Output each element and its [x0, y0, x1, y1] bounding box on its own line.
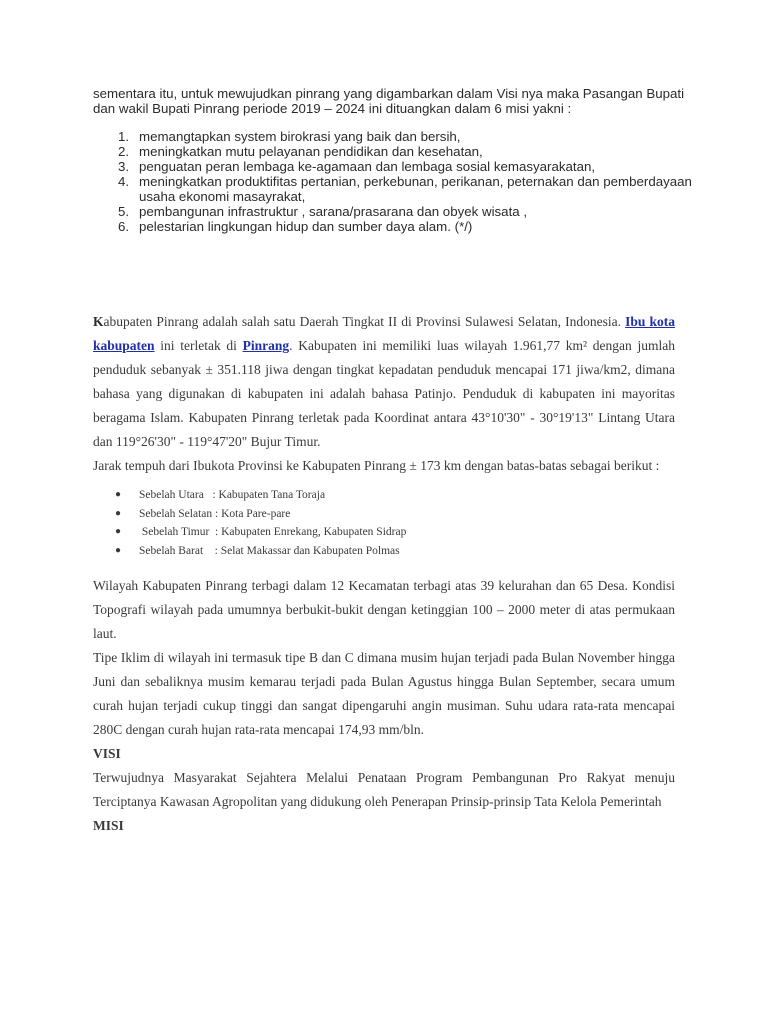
list-number: 4. [118, 174, 130, 189]
border-item [93, 523, 675, 542]
border-item-text: Sebelah Barat : Selat Makassar dan Kabupaten Polmas [139, 544, 400, 557]
misi-heading: MISI [93, 818, 124, 834]
paragraph-text: . Kabupaten ini memiliki luas wilayah 1.961,77 km² dengan jumlah penduduk sebanyak ± 351.118 jiwa dengan tingkat kepadatan penduduk mencapai 171 jiwa/km2, dimana bahasa yang digunakan di kabupaten ini adalah bahasa Patinjo. Penduduk di kabupaten ini mayoritas beragama Islam. Kabupaten Pinrang terletak pada Koordinat antara 43°10'30" - 30°19'13" Lintang Utara dan 119°26'30" - 119°47'20" Bujur Timur. [93, 338, 675, 449]
list-item-text: memangtapkan system birokrasi yang baik dan bersih, [139, 129, 461, 144]
region-paragraph: Wilayah Kabupaten Pinrang terbagi dalam 12 Kecamatan terbagi atas 39 kelurahan dan 65 Desa. Kondisi Topografi wilayah pada umumnya berbukit-bukit dengan ketinggian 100 – 2000 meter di atas permukaan laut. [93, 578, 675, 642]
bullet-icon: ● [115, 544, 122, 556]
intro-paragraph: sementara itu, untuk mewujudkan pinrang yang digambarkan dalam Visi nya maka Pasangan Bupati dan wakil Bupati Pinrang periode 2019 – 2024 ini dituangkan dalam 6 misi yakni : [93, 86, 685, 116]
kabupaten-description-paragraph [93, 310, 675, 454]
list-item-text: penguatan peran lembaga ke-agamaan dan lembaga sosial kemasyarakatan, [139, 159, 596, 174]
bullet-icon: ● [115, 507, 122, 519]
bullet-icon: ● [115, 526, 122, 538]
link-ibu-kota[interactable]: Ibu kota [625, 314, 675, 329]
drop-letter: K [93, 314, 104, 329]
list-item-text: pembangunan infrastruktur , sarana/prasarana dan obyek wisata , [139, 204, 528, 219]
visi-heading: VISI [93, 746, 121, 762]
list-number: 1. [118, 129, 130, 144]
list-number: 2. [118, 144, 130, 159]
list-number: 5. [118, 204, 130, 219]
misi-list-item [93, 174, 693, 204]
climate-paragraph: Tipe Iklim di wilayah ini termasuk tipe B dan C dimana musim hujan terjadi pada Bulan November hingga Juni dan sebaliknya musim kemarau terjadi pada Bulan Agustus hingga Bulan September, secara umum curah hujan terjadi cukup tinggi dan sangat dipengaruhi angin musiman. Suhu udara rata-rata mencapai 280C dengan curah hujan rata-rata mencapai 174,93 mm/bln. [93, 650, 675, 738]
paragraph-text: abupaten Pinrang adalah salah satu Daerah Tingkat II di Provinsi Sulawesi Selatan, Indonesia. [103, 314, 626, 329]
border-item-text: Sebelah Selatan : Kota Pare-pare [139, 507, 291, 520]
list-item-text: meningkatkan mutu pelayanan pendidikan dan kesehatan, [139, 144, 483, 159]
visi-text: Terwujudnya Masyarakat Sejahtera Melalui Penataan Program Pembangunan Pro Rakyat menuju Terciptanya Kawasan Agropolitan yang didukung oleh Penerapan Prinsip-prinsip Tata Kelola Pemerintah [93, 770, 675, 810]
distance-paragraph: Jarak tempuh dari Ibukota Provinsi ke Kabupaten Pinrang ± 173 km dengan batas-batas sebagai berikut : [93, 458, 660, 473]
list-number: 6. [118, 219, 130, 234]
misi-list [93, 129, 693, 234]
misi-list-item [93, 159, 693, 174]
bullet-icon: ● [115, 489, 122, 500]
misi-list-item [93, 129, 693, 144]
list-number: 3. [118, 159, 130, 174]
paragraph-text: ini terletak di [154, 338, 243, 353]
list-item-text: pelestarian lingkungan hidup dan sumber daya alam. (*/) [139, 219, 473, 234]
main-section [93, 310, 675, 838]
border-item [93, 505, 675, 524]
list-item-text: meningkatkan produktifitas pertanian, perkebunan, perikanan, peternakan dan pemberdayaan usaha ekonomi masayrakat, [139, 174, 692, 204]
intro-section [93, 86, 693, 234]
misi-list-item [93, 204, 693, 219]
borders-list [93, 486, 675, 560]
misi-list-item [93, 144, 693, 159]
border-item-text: Sebelah Utara : Kabupaten Tana Toraja [139, 489, 326, 501]
border-item-text: Sebelah Timur : Kabupaten Enrekang, Kabupaten Sidrap [139, 526, 407, 539]
border-item [93, 486, 675, 505]
link-kabupaten[interactable]: kabupaten [93, 338, 155, 353]
link-pinrang[interactable]: Pinrang [242, 338, 290, 353]
misi-list-item [93, 219, 693, 234]
border-item [93, 542, 675, 561]
